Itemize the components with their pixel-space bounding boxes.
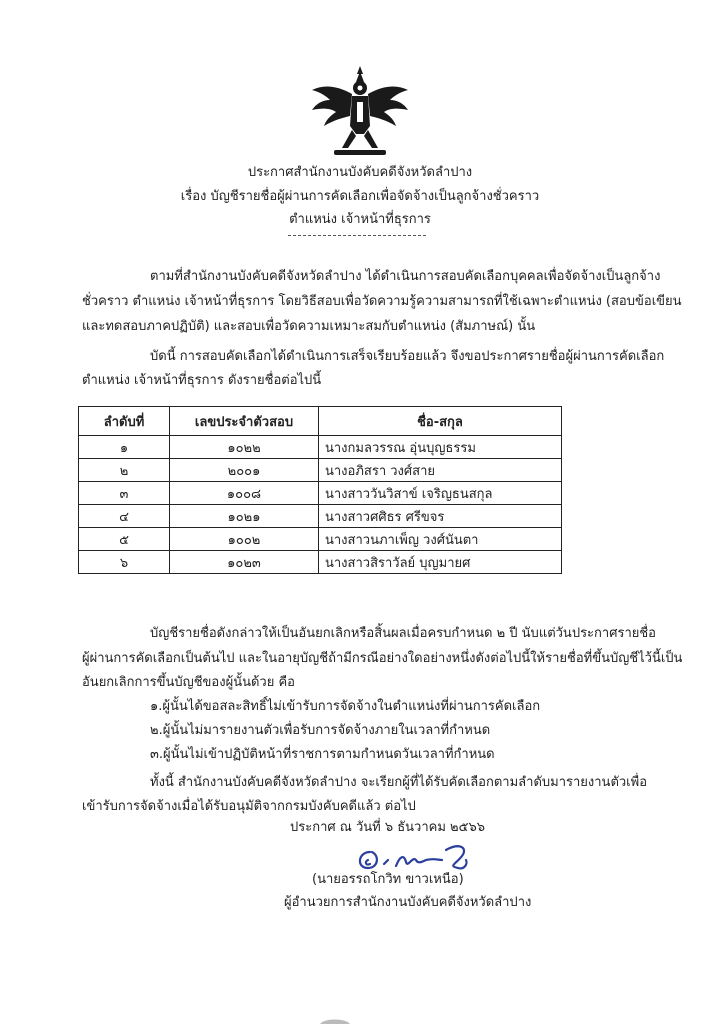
validity-line-3: อันยกเลิกการขึ้นบัญชีของผู้นั้นด้วย คือ <box>82 675 295 690</box>
table-row <box>79 436 562 459</box>
page-edge-mark-icon <box>318 1016 352 1024</box>
row-exam-id: ๑๐๒๓ <box>170 551 319 574</box>
row-order: ๑ <box>79 436 170 459</box>
header-order: ลำดับที่ <box>79 407 170 436</box>
row-order: ๓ <box>79 482 170 505</box>
row-exam-id: ๒๐๐๑ <box>170 459 319 482</box>
table-row <box>79 505 562 528</box>
row-order: ๕ <box>79 528 170 551</box>
row-full-name: นางอภิสรา วงศ์สาย <box>319 459 562 482</box>
row-exam-id: ๑๐๒๒ <box>170 436 319 459</box>
signer-title: ผู้อำนวยการสำนักงานบังคับคดีจังหวัดลำปาง <box>284 895 532 910</box>
announcement-date: ประกาศ ณ วันที่ ๖ ธันวาคม ๒๕๖๖ <box>290 820 485 835</box>
garuda-emblem-icon <box>308 64 412 160</box>
table-header-row <box>79 407 562 436</box>
closing-line-1: ทั้งนี้ สำนักงานบังคับคดีจังหวัดลำปาง จะเรียกผู้ที่ได้รับคัดเลือกตามลำดับมารายงานตัวเพื่อ <box>150 775 648 790</box>
table-row <box>79 459 562 482</box>
document-title: ประกาศสำนักงานบังคับคดีจังหวัดลำปาง <box>247 165 473 180</box>
document-position: ตำแหน่ง เจ้าหน้าที่ธุรการ <box>289 212 431 227</box>
table-row <box>79 528 562 551</box>
intro-line-3: และทดสอบภาคปฏิบัติ) และสอบเพื่อวัดความเหมาะสมกับตำแหน่ง (สัมภาษณ์) นั้น <box>82 319 536 334</box>
validity-line-1: บัญชีรายชื่อดังกล่าวให้เป็นอันยกเลิกหรือสิ้นผลเมื่อครบกำหนด ๒ ปี นับแต่วันประกาศรายชื่อ <box>150 626 656 641</box>
row-exam-id: ๑๐๐๘ <box>170 482 319 505</box>
table-row <box>79 482 562 505</box>
validity-item-1: ๑.ผู้นั้นได้ขอสละสิทธิ์ไม่เข้ารับการจัดจ้างในตำแหน่งที่ผ่านการคัดเลือก <box>150 699 541 714</box>
row-full-name: นางสาวสิราวัลย์ บุญมายศ <box>319 551 562 574</box>
intro-line-2: ชั่วคราว ตำแหน่ง เจ้าหน้าที่ธุรการ โดยวิธีสอบเพื่อวัดความรู้ความสามารถที่ใช้เฉพาะตำแหน่ง (สอบข้อเขียน <box>82 294 682 309</box>
row-full-name: นางกมลวรรณ อุ่นบุญธรรม <box>319 436 562 459</box>
closing-line-2: เข้ารับการจัดจ้างเมื่อได้รับอนุมัติจากกรมบังคับคดีแล้ว ต่อไป <box>82 799 416 814</box>
signer-name: (นายอรรถโกวิท ขาวเหนือ) <box>312 872 464 887</box>
announce-line-2: ตำแหน่ง เจ้าหน้าที่ธุรการ ดังรายชื่อต่อไปนี้ <box>82 373 322 388</box>
announce-line-1: บัดนี้ การสอบคัดเลือกได้ดำเนินการเสร็จเรียบร้อยแล้ว จึงขอประกาศรายชื่อผู้ผ่านการคัดเลือก <box>150 349 665 364</box>
row-exam-id: ๑๐๐๒ <box>170 528 319 551</box>
row-exam-id: ๑๐๒๑ <box>170 505 319 528</box>
table-row <box>79 551 562 574</box>
results-table <box>78 406 562 574</box>
title-divider <box>288 235 426 236</box>
header-exam-id: เลขประจำตัวสอบ <box>170 407 319 436</box>
validity-item-2: ๒.ผู้นั้นไม่มารายงานตัวเพื่อรับการจัดจ้างภายในเวลาที่กำหนด <box>150 723 491 738</box>
row-full-name: นางสาวนภาเพ็ญ วงศ์นันตา <box>319 528 562 551</box>
header-full-name: ชื่อ-สกุล <box>319 407 562 436</box>
row-order: ๔ <box>79 505 170 528</box>
validity-item-3: ๓.ผู้นั้นไม่เข้าปฏิบัติหน้าที่ราชการตามกำหนดวันเวลาที่กำหนด <box>150 747 495 762</box>
intro-line-1: ตามที่สำนักงานบังคับคดีจังหวัดลำปาง ได้ดำเนินการสอบคัดเลือกบุคคลเพื่อจัดจ้างเป็นลูกจ้าง <box>150 269 661 284</box>
validity-line-2: ผู้ผ่านการคัดเลือกเป็นต้นไป และในอายุบัญชีถ้ามีกรณีอย่างใดอย่างหนึ่งดังต่อไปนี้ให้รายชื่อที่ขึ้นบัญชีไว้นี้เป็น <box>82 651 683 666</box>
row-order: ๒ <box>79 459 170 482</box>
row-full-name: นางสาวศศิธร ศรีขจร <box>319 505 562 528</box>
row-full-name: นางสาววันวิสาข์ เจริญธนสกุล <box>319 482 562 505</box>
row-order: ๖ <box>79 551 170 574</box>
document-subject: เรื่อง บัญชีรายชื่อผู้ผ่านการคัดเลือกเพื่อจัดจ้างเป็นลูกจ้างชั่วคราว <box>180 189 540 204</box>
